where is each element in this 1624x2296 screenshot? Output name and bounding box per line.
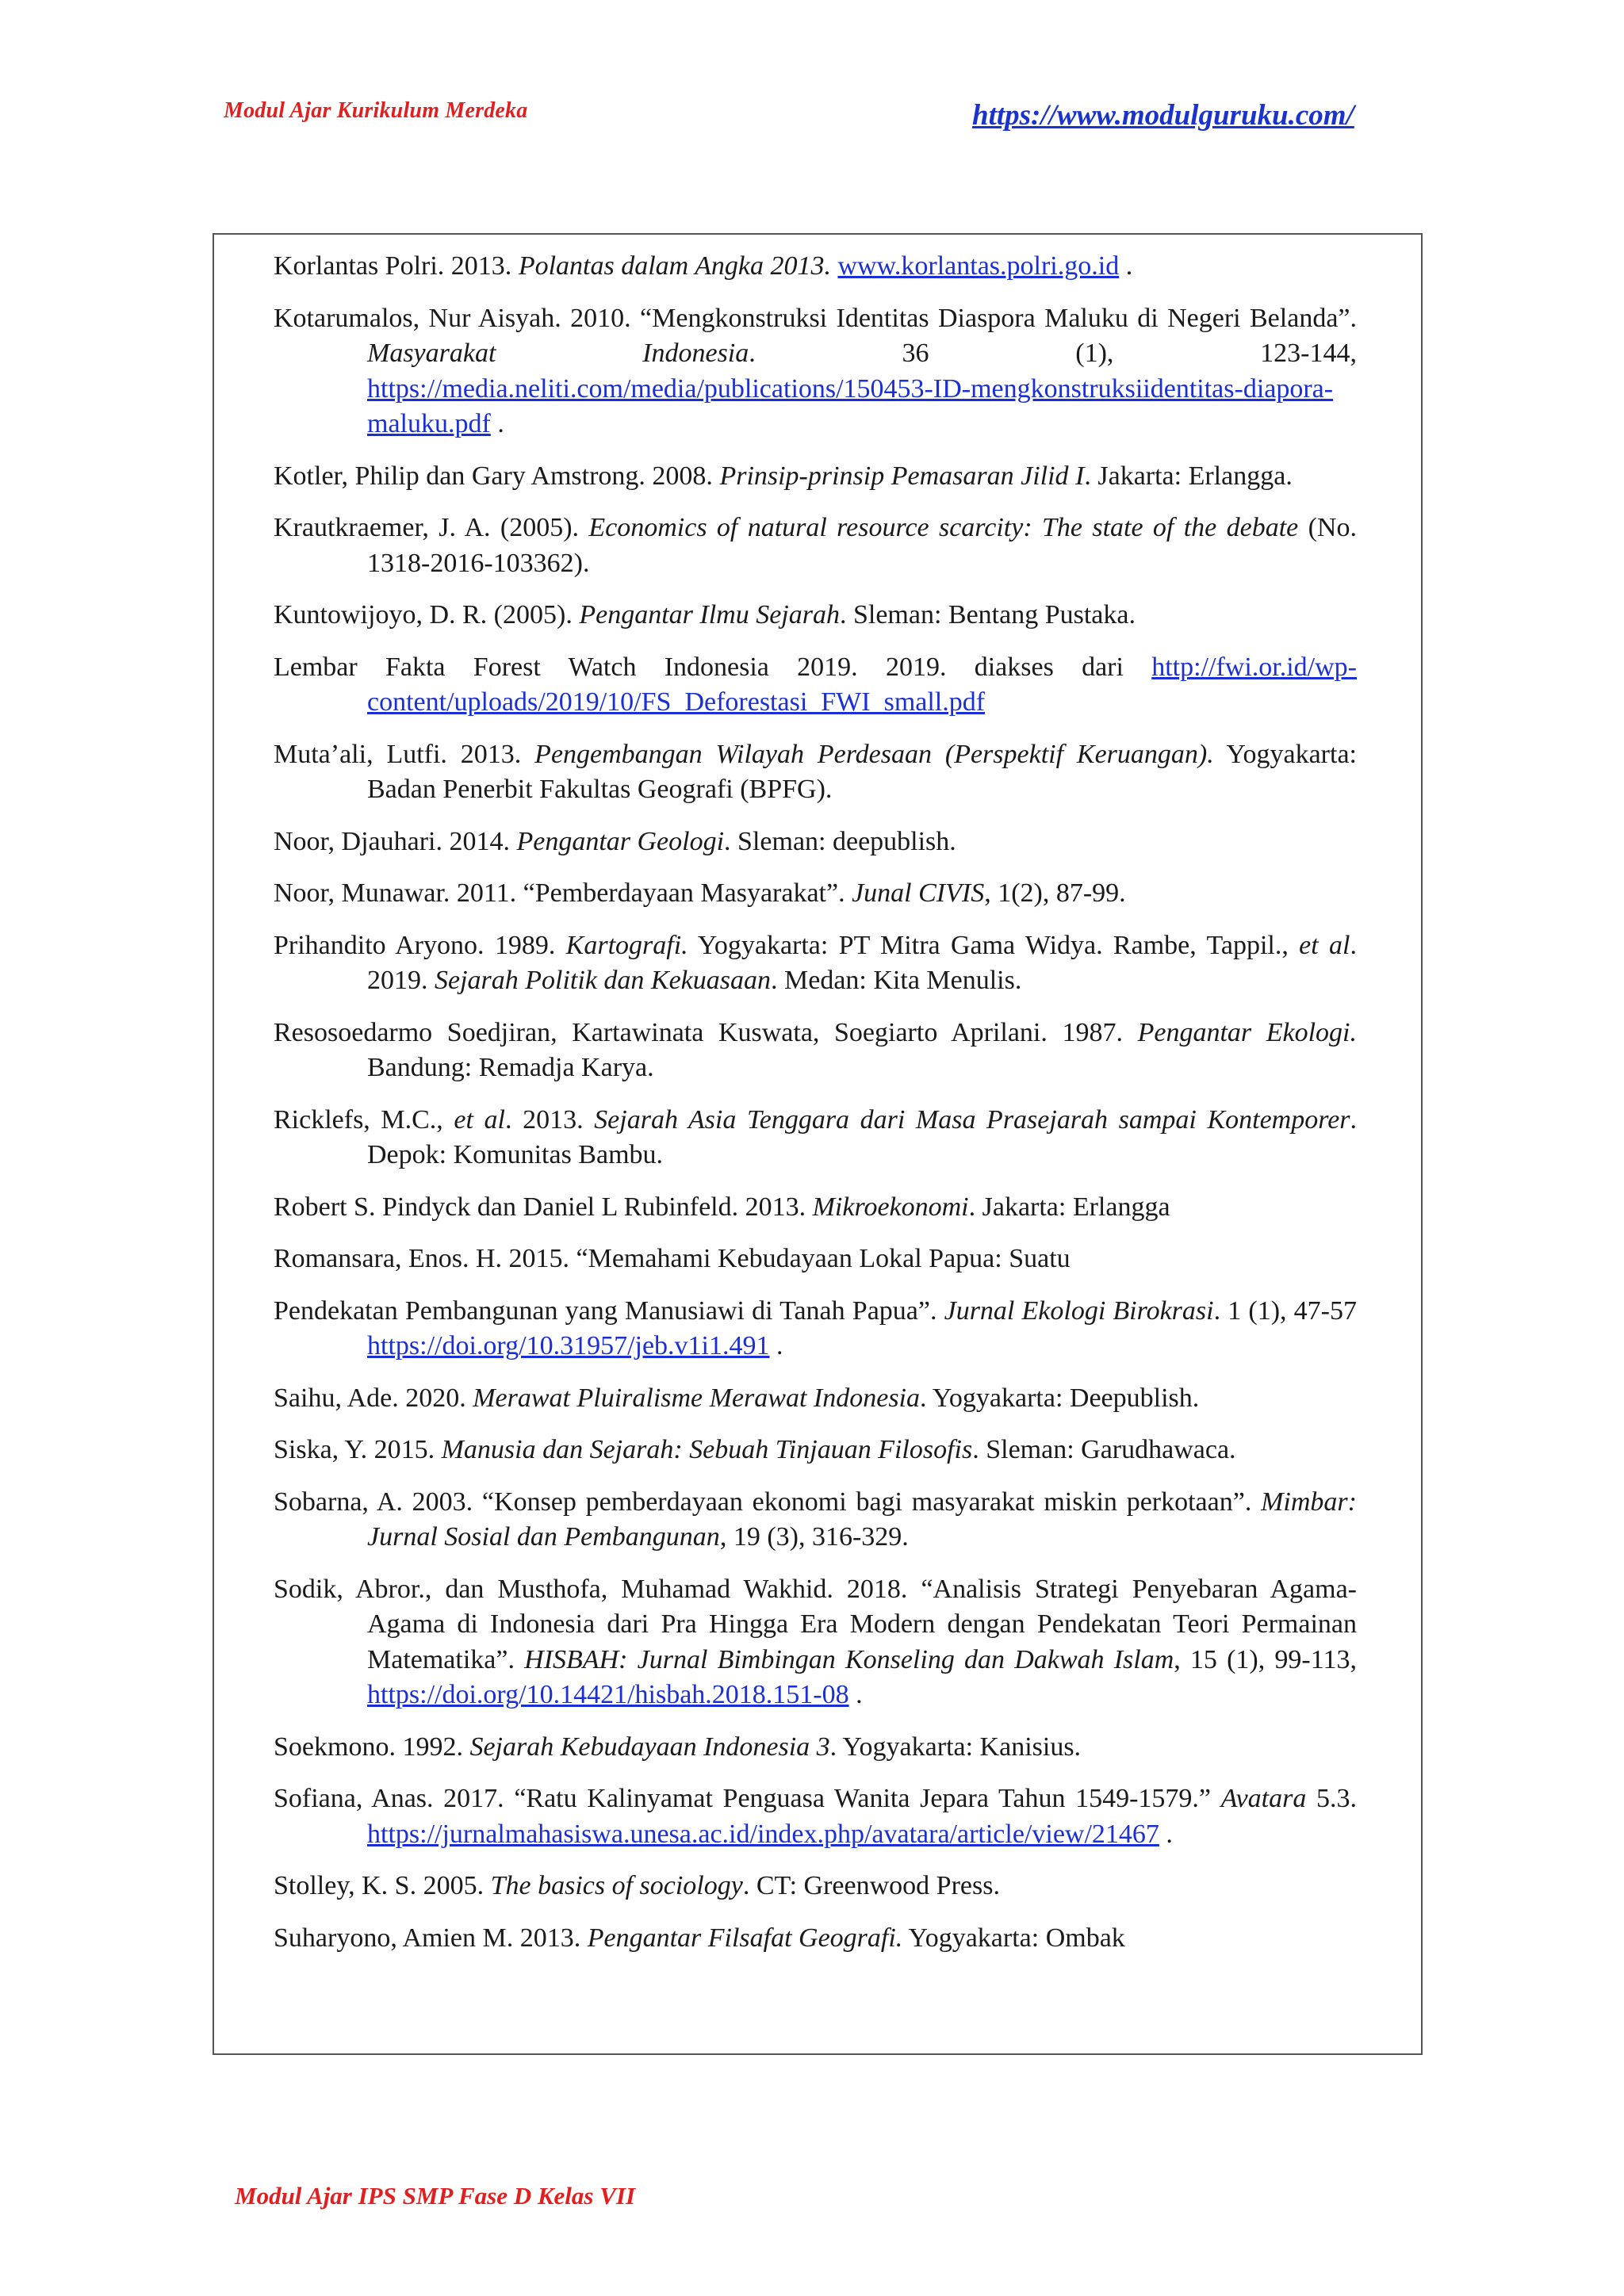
reference-italic-text: Sejarah Asia Tenggara dari Masa Prasejarah sampai Kontemporer <box>594 1104 1350 1135</box>
reference-entry <box>274 1781 1357 1852</box>
reference-text: Lembar Fakta Forest Watch Indonesia 2019. 2019. diakses dari <box>274 652 1152 682</box>
reference-italic-text: Sejarah Politik dan Kekuasaan <box>435 966 772 995</box>
reference-text: (No. 1318-2016-103362). <box>367 513 1357 578</box>
reference-text: Noor, Djauhari. 2014. <box>274 826 517 856</box>
reference-text: Yogyakarta: PT Mitra Gama Widya. Rambe, Tappil., <box>688 930 1300 960</box>
reference-text: Suharyono, Amien M. 2013. <box>274 1923 588 1953</box>
reference-entry <box>274 511 1357 581</box>
reference-entry <box>274 650 1357 721</box>
reference-text: Romansara, Enos. H. 2015. “Memahami Kebudayaan Lokal Papua: Suatu <box>274 1244 1071 1273</box>
reference-entry <box>274 1381 1357 1417</box>
reference-text: . <box>848 1680 863 1709</box>
reference-link[interactable]: http://fwi.or.id/wp-content/uploads/2019/10/FS_Deforestasi_FWI_small.pdf <box>367 652 1357 717</box>
reference-entry <box>274 459 1357 495</box>
reference-link[interactable]: https://doi.org/10.31957/jeb.v1i1.491 <box>367 1331 770 1360</box>
reference-text: Yogyakarta: Ombak <box>902 1923 1125 1953</box>
reference-italic-text: et al <box>1299 930 1350 960</box>
reference-entry <box>274 876 1357 912</box>
reference-text: Resosoedarmo Soedjiran, Kartawinata Kuswata, Soegiarto Aprilani. 1987. <box>274 1017 1138 1047</box>
reference-entry <box>274 598 1357 633</box>
reference-text: . Sleman: deepublish. <box>724 826 956 856</box>
reference-italic-text: Polantas dalam Angka 2013. <box>518 251 831 281</box>
reference-entry <box>274 928 1357 999</box>
reference-italic-text: Pengantar Geologi <box>516 826 725 856</box>
reference-italic-text: Mikroekonomi <box>812 1192 969 1222</box>
reference-text: 5.3. <box>1306 1784 1357 1813</box>
reference-text: . 36 (1), 123-144, <box>749 339 1357 368</box>
reference-text: . Medan: Kita Menulis. <box>771 966 1022 995</box>
reference-text: . Sleman: Garudhawaca. <box>972 1435 1236 1464</box>
reference-text: Kotarumalos, Nur Aisyah. 2010. “Mengkonstruksi Identitas Diaspora Maluku di Negeri Belanda”. <box>274 303 1357 333</box>
reference-text: . 2013. <box>504 1104 595 1135</box>
reference-italic-text: Sejarah Kebudayaan Indonesia 3 <box>469 1732 830 1762</box>
reference-entry <box>274 1190 1357 1226</box>
reference-italic-text: The basics of sociology <box>490 1871 743 1900</box>
reference-text: Sobarna, A. 2003. “Konsep pemberdayaan ekonomi bagi masyarakat miskin perkotaan”. <box>274 1487 1262 1517</box>
reference-italic-text: HISBAH: Jurnal Bimbingan Konseling dan Dakwah Islam <box>524 1644 1174 1674</box>
reference-text: . Jakarta: Erlangga. <box>1084 461 1293 491</box>
reference-entry <box>274 1242 1357 1277</box>
reference-italic-text: Masyarakat Indonesia <box>367 339 749 368</box>
reference-text: Saihu, Ade. 2020. <box>274 1383 473 1413</box>
reference-entry <box>274 1572 1357 1713</box>
reference-link[interactable]: https://jurnalmahasiswa.unesa.ac.id/index.php/avatara/article/view/21467 <box>367 1819 1159 1849</box>
reference-text: Noor, Munawar. 2011. “Pemberdayaan Masyarakat”. <box>274 878 852 908</box>
footer-title: Modul Ajar IPS SMP Fase D Kelas VII <box>235 2182 636 2210</box>
reference-entry <box>274 1016 1357 1086</box>
reference-text: Robert S. Pindyck dan Daniel L Rubinfeld. 2013. <box>274 1192 813 1222</box>
reference-entry <box>274 1869 1357 1904</box>
reference-italic-text: Prinsip-prinsip Pemasaran Jilid I <box>719 461 1085 491</box>
reference-entry <box>274 1103 1357 1173</box>
reference-entry <box>274 737 1357 808</box>
reference-entry <box>274 301 1357 442</box>
reference-text: Prihandito Aryono. 1989. <box>274 930 566 960</box>
reference-text: Kuntowijoyo, D. R. (2005). <box>274 600 580 629</box>
reference-text: . Yogyakarta: Deepublish. <box>920 1383 1200 1413</box>
reference-text: . Yogyakarta: Kanisius. <box>829 1732 1082 1762</box>
reference-link[interactable]: https://media.neliti.com/media/publications/150453-ID-mengkonstruksiidentitas-diapora-maluku.pdf <box>367 373 1334 438</box>
reference-text: Korlantas Polri. 2013. <box>274 251 519 281</box>
header-website-link[interactable]: https://www.modulguruku.com/ <box>972 99 1354 132</box>
reference-text: Krautkraemer, J. A. (2005). <box>274 513 589 542</box>
reference-text: Muta’ali, Lutfi. 2013. <box>274 739 535 769</box>
reference-italic-text: Pengantar Filsafat Geografi. <box>587 1923 903 1953</box>
reference-entry <box>274 1433 1357 1468</box>
reference-entry <box>274 825 1357 860</box>
reference-text: Ricklefs, M.C., <box>274 1104 454 1135</box>
header-title: Modul Ajar Kurikulum Merdeka <box>224 98 528 123</box>
reference-text: . Depok: Komunitas Bambu. <box>367 1104 1358 1169</box>
reference-text: . <box>1159 1819 1173 1849</box>
reference-text: Yogyakarta: Badan Penerbit Fakultas Geografi (BPFG). <box>367 739 1357 804</box>
reference-italic-text: Mimbar: Jurnal Sosial dan Pembangunan <box>367 1487 1357 1552</box>
reference-text: . CT: Greenwood Press. <box>742 1871 1000 1900</box>
reference-text: . <box>769 1331 783 1360</box>
reference-text: Siska, Y. 2015. <box>274 1435 442 1464</box>
reference-italic-text: Pengantar Ilmu Sejarah <box>579 600 840 629</box>
reference-italic-text: Manusia dan Sejarah: Sebuah Tinjauan Filosofis <box>441 1435 973 1464</box>
reference-text: Bandung: Remadja Karya. <box>367 1053 654 1082</box>
reference-italic-text: Pengembangan Wilayah Perdesaan (Perspektif Keruangan). <box>534 739 1214 769</box>
reference-entry <box>274 1730 1357 1766</box>
reference-text: , 19 (3), 316-329. <box>719 1522 909 1552</box>
reference-text: . Jakarta: Erlangga <box>968 1192 1170 1222</box>
reference-entry <box>274 1921 1357 1957</box>
reference-entry <box>274 1294 1357 1364</box>
reference-text: Kotler, Philip dan Gary Amstrong. 2008. <box>274 461 720 491</box>
reference-text: . 1 (1), 47-57 <box>1213 1295 1357 1326</box>
reference-text: Soekmono. 1992. <box>274 1732 470 1762</box>
reference-text: . 2019. <box>367 930 1357 995</box>
reference-entry <box>274 1485 1357 1556</box>
reference-text: . <box>490 409 504 438</box>
reference-list <box>274 249 1357 1973</box>
reference-text: Pendekatan Pembangunan yang Manusiawi di Tanah Papua”. <box>274 1295 944 1326</box>
reference-text: , 15 (1), 99-113, <box>1174 1644 1357 1674</box>
reference-link[interactable]: www.korlantas.polri.go.id <box>837 251 1120 281</box>
reference-text: Sodik, Abror., dan Musthofa, Muhamad Wakhid. 2018. “Analisis Strategi Penyebaran Agama-Agama di Indonesia dari Pra Hingga Era Modern dengan Pendekatan Teori Permainan Matematika”. <box>274 1574 1357 1674</box>
reference-text: Sofiana, Anas. 2017. “Ratu Kalinyamat Penguasa Wanita Jepara Tahun 1549-1579.” <box>274 1784 1221 1813</box>
reference-text: Stolley, K. S. 2005. <box>274 1871 491 1900</box>
reference-italic-text: Kartografi. <box>565 930 688 960</box>
reference-link[interactable]: https://doi.org/10.14421/hisbah.2018.151-08 <box>367 1680 849 1709</box>
reference-italic-text: Economics of natural resource scarcity: The state of the debate <box>588 513 1299 542</box>
reference-italic-text: Merawat Pluiralisme Merawat Indonesia <box>473 1383 921 1413</box>
reference-text: , 1(2), 87-99. <box>984 878 1126 908</box>
reference-text: . Sleman: Bentang Pustaka. <box>839 600 1136 629</box>
reference-text: . <box>1119 251 1133 281</box>
reference-italic-text: et al <box>454 1104 505 1135</box>
reference-italic-text: Avatara <box>1220 1784 1307 1813</box>
reference-italic-text: Jurnal Ekologi Birokrasi <box>944 1295 1214 1326</box>
reference-entry <box>274 249 1357 285</box>
reference-italic-text: Pengantar Ekologi. <box>1137 1017 1357 1047</box>
reference-italic-text: Junal CIVIS <box>852 878 985 908</box>
